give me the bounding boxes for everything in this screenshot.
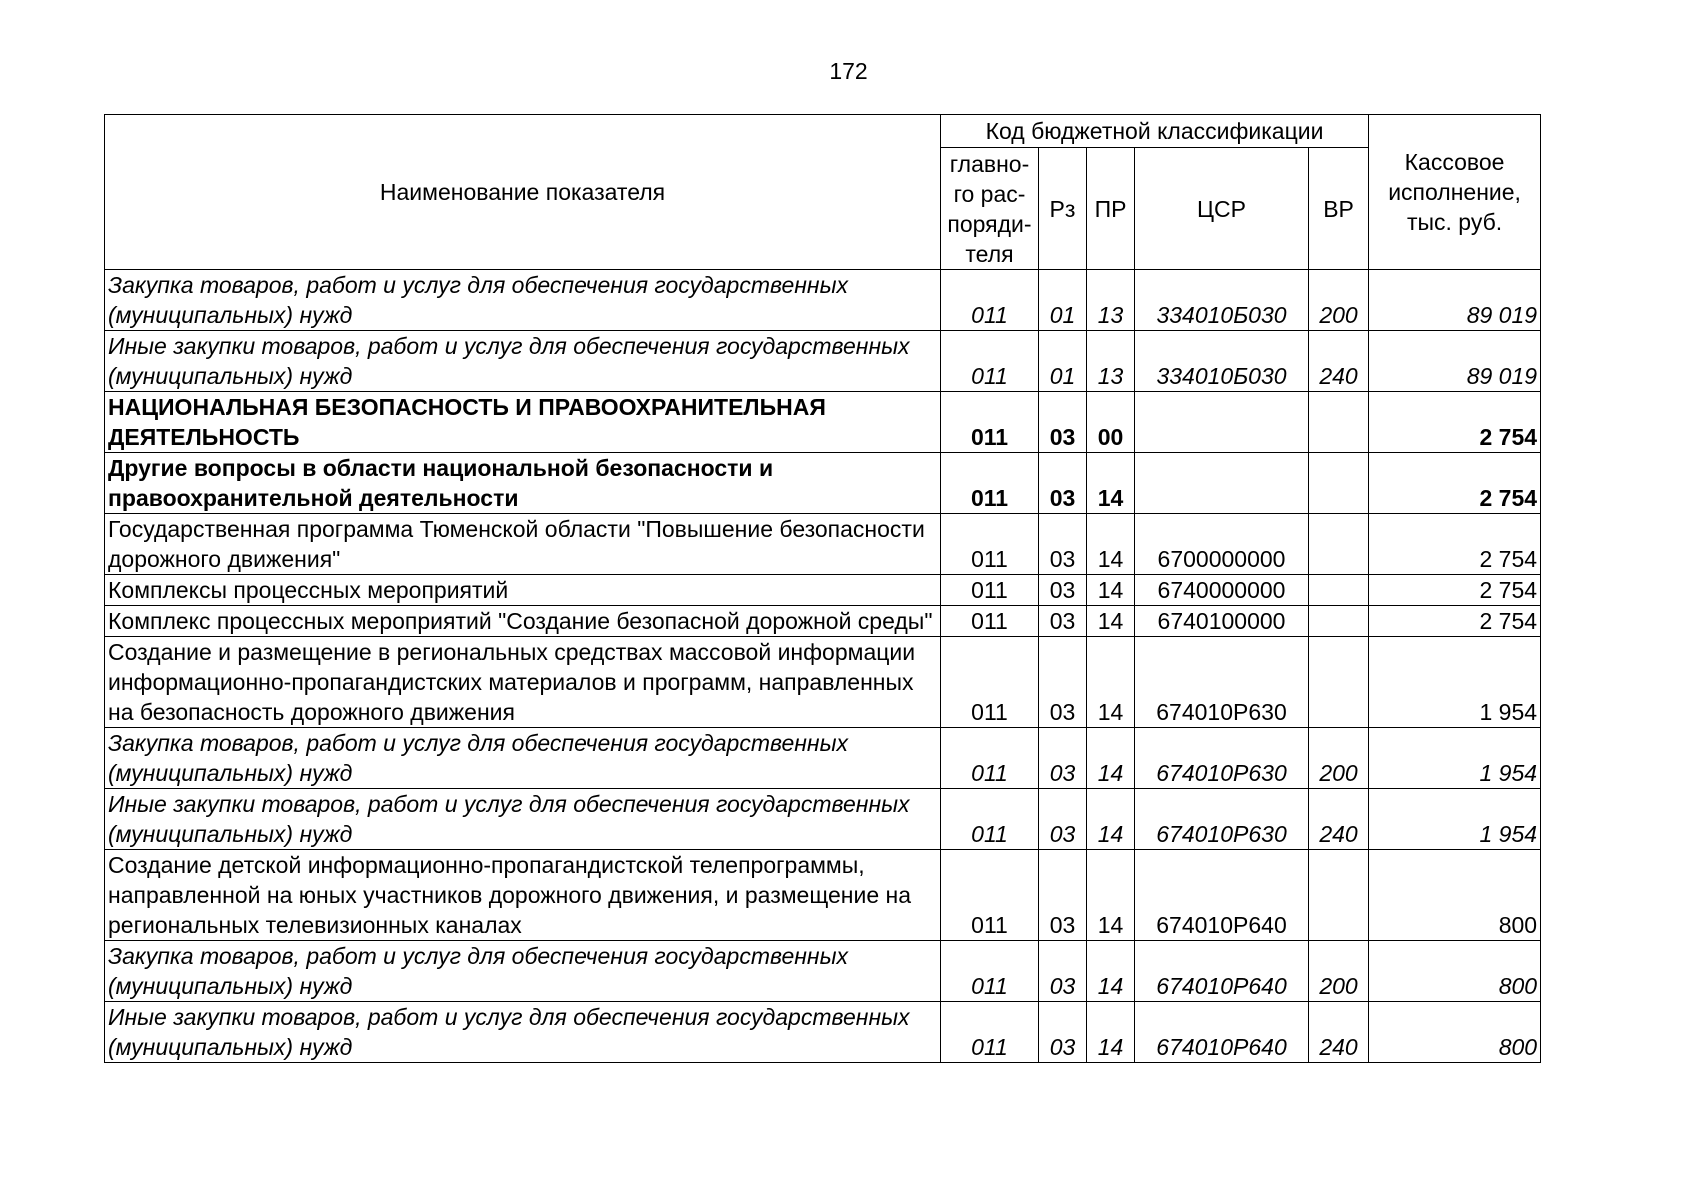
table-row: [105, 728, 1541, 789]
csr-cell: 674010Р630: [1135, 728, 1309, 789]
csr-cell: 334010Б030: [1135, 331, 1309, 392]
name-cell: Закупка товаров, работ и услуг для обеспечения государственных (муниципальных) нужд: [105, 728, 941, 789]
header-main-line: главно-: [949, 150, 1030, 177]
amount-cell: 1 954: [1369, 789, 1541, 850]
main-administrator-cell: 011: [941, 789, 1039, 850]
csr-cell: [1135, 453, 1309, 514]
pr-cell: 14: [1087, 637, 1135, 728]
amount-cell: 2 754: [1369, 575, 1541, 606]
table-row: [105, 606, 1541, 637]
pr-cell: 13: [1087, 270, 1135, 331]
csr-cell: 6700000000: [1135, 514, 1309, 575]
csr-cell: 334010Б030: [1135, 270, 1309, 331]
vr-cell: [1309, 637, 1369, 728]
amount-cell: 1 954: [1369, 637, 1541, 728]
name-cell: Комплексы процессных мероприятий: [105, 575, 941, 606]
vr-cell: [1309, 850, 1369, 941]
header-main-line: теля: [965, 240, 1014, 267]
amount-cell: 1 954: [1369, 728, 1541, 789]
amount-cell: 800: [1369, 1002, 1541, 1063]
vr-cell: 200: [1309, 728, 1369, 789]
header-main-line: поряди-: [947, 210, 1032, 237]
header-main-line: го рас-: [953, 180, 1026, 207]
csr-cell: 674010Р640: [1135, 850, 1309, 941]
name-cell: НАЦИОНАЛЬНАЯ БЕЗОПАСНОСТЬ И ПРАВООХРАНИТЕЛЬНАЯ ДЕЯТЕЛЬНОСТЬ: [105, 392, 941, 453]
rz-cell: 03: [1039, 850, 1087, 941]
name-cell: Государственная программа Тюменской области "Повышение безопасности дорожного движения": [105, 514, 941, 575]
name-cell: Создание детской информационно-пропагандистской телепрограммы, направленной на юных участников дорожного движения, и размещение на региональных телевизионных каналах: [105, 850, 941, 941]
main-administrator-cell: 011: [941, 270, 1039, 331]
header-pr: ПР: [1087, 148, 1135, 270]
vr-cell: 240: [1309, 331, 1369, 392]
vr-cell: 200: [1309, 270, 1369, 331]
name-cell: Иные закупки товаров, работ и услуг для обеспечения государственных (муниципальных) нужд: [105, 1002, 941, 1063]
csr-cell: 674010Р630: [1135, 637, 1309, 728]
main-administrator-cell: 011: [941, 514, 1039, 575]
name-cell: Закупка товаров, работ и услуг для обеспечения государственных (муниципальных) нужд: [105, 270, 941, 331]
pr-cell: 14: [1087, 1002, 1135, 1063]
name-cell: Иные закупки товаров, работ и услуг для обеспечения государственных (муниципальных) нужд: [105, 789, 941, 850]
table-row: [105, 331, 1541, 392]
csr-cell: 674010Р640: [1135, 941, 1309, 1002]
vr-cell: [1309, 575, 1369, 606]
pr-cell: 14: [1087, 606, 1135, 637]
rz-cell: 03: [1039, 1002, 1087, 1063]
table-row: [105, 514, 1541, 575]
name-cell: Комплекс процессных мероприятий "Создание безопасной дорожной среды": [105, 606, 941, 637]
header-main-administrator: [941, 148, 1039, 270]
csr-cell: 674010Р640: [1135, 1002, 1309, 1063]
vr-cell: [1309, 392, 1369, 453]
main-administrator-cell: 011: [941, 637, 1039, 728]
amount-cell: 89 019: [1369, 331, 1541, 392]
main-administrator-cell: 011: [941, 331, 1039, 392]
csr-cell: 674010Р630: [1135, 789, 1309, 850]
main-administrator-cell: 011: [941, 453, 1039, 514]
budget-table: [104, 114, 1541, 1063]
amount-cell: 89 019: [1369, 270, 1541, 331]
amount-cell: 800: [1369, 941, 1541, 1002]
header-amount-line: исполнение,: [1388, 179, 1521, 205]
table-row: [105, 575, 1541, 606]
main-administrator-cell: 011: [941, 728, 1039, 789]
vr-cell: 240: [1309, 1002, 1369, 1063]
name-cell: Создание и размещение в региональных средствах массовой информации информационно-пропагандистских материалов и программ, направленных на безопасность дорожного движения: [105, 637, 941, 728]
vr-cell: [1309, 606, 1369, 637]
table-row: [105, 1002, 1541, 1063]
header-row-group: [105, 115, 1541, 148]
pr-cell: 14: [1087, 453, 1135, 514]
rz-cell: 03: [1039, 606, 1087, 637]
csr-cell: 6740000000: [1135, 575, 1309, 606]
amount-cell: 800: [1369, 850, 1541, 941]
table-body: [105, 270, 1541, 1063]
csr-cell: [1135, 392, 1309, 453]
pr-cell: 14: [1087, 941, 1135, 1002]
rz-cell: 01: [1039, 270, 1087, 331]
name-cell: Другие вопросы в области национальной безопасности и правоохранительной деятельности: [105, 453, 941, 514]
vr-cell: [1309, 514, 1369, 575]
csr-cell: 6740100000: [1135, 606, 1309, 637]
pr-cell: 14: [1087, 575, 1135, 606]
header-csr: ЦСР: [1135, 148, 1309, 270]
amount-cell: 2 754: [1369, 392, 1541, 453]
rz-cell: 03: [1039, 575, 1087, 606]
rz-cell: 03: [1039, 637, 1087, 728]
amount-cell: 2 754: [1369, 606, 1541, 637]
table-row: [105, 392, 1541, 453]
page-number: 172: [829, 58, 868, 84]
rz-cell: 03: [1039, 941, 1087, 1002]
vr-cell: 200: [1309, 941, 1369, 1002]
rz-cell: 01: [1039, 331, 1087, 392]
main-administrator-cell: 011: [941, 941, 1039, 1002]
rz-cell: 03: [1039, 392, 1087, 453]
pr-cell: 00: [1087, 392, 1135, 453]
pr-cell: 13: [1087, 331, 1135, 392]
header-rz: Рз: [1039, 148, 1087, 270]
rz-cell: 03: [1039, 728, 1087, 789]
pr-cell: 14: [1087, 514, 1135, 575]
rz-cell: 03: [1039, 789, 1087, 850]
table-row: [105, 941, 1541, 1002]
amount-cell: 2 754: [1369, 514, 1541, 575]
rz-cell: 03: [1039, 514, 1087, 575]
table-row: [105, 789, 1541, 850]
table-row: [105, 850, 1541, 941]
header-amount: [1369, 115, 1541, 270]
header-name: Наименование показателя: [105, 115, 941, 270]
amount-cell: 2 754: [1369, 453, 1541, 514]
vr-cell: 240: [1309, 789, 1369, 850]
header-classification-group: Код бюджетной классификации: [941, 115, 1369, 148]
main-administrator-cell: 011: [941, 850, 1039, 941]
header-vr: ВР: [1309, 148, 1369, 270]
pr-cell: 14: [1087, 850, 1135, 941]
header-amount-line: Кассовое: [1404, 149, 1505, 175]
name-cell: Закупка товаров, работ и услуг для обеспечения государственных (муниципальных) нужд: [105, 941, 941, 1002]
main-administrator-cell: 011: [941, 575, 1039, 606]
vr-cell: [1309, 453, 1369, 514]
table-row: [105, 637, 1541, 728]
main-administrator-cell: 011: [941, 1002, 1039, 1063]
main-administrator-cell: 011: [941, 606, 1039, 637]
name-cell: Иные закупки товаров, работ и услуг для обеспечения государственных (муниципальных) нужд: [105, 331, 941, 392]
main-administrator-cell: 011: [941, 392, 1039, 453]
pr-cell: 14: [1087, 728, 1135, 789]
table-row: [105, 453, 1541, 514]
header-amount-line: тыс. руб.: [1406, 209, 1503, 235]
pr-cell: 14: [1087, 789, 1135, 850]
table-row: [105, 270, 1541, 331]
rz-cell: 03: [1039, 453, 1087, 514]
